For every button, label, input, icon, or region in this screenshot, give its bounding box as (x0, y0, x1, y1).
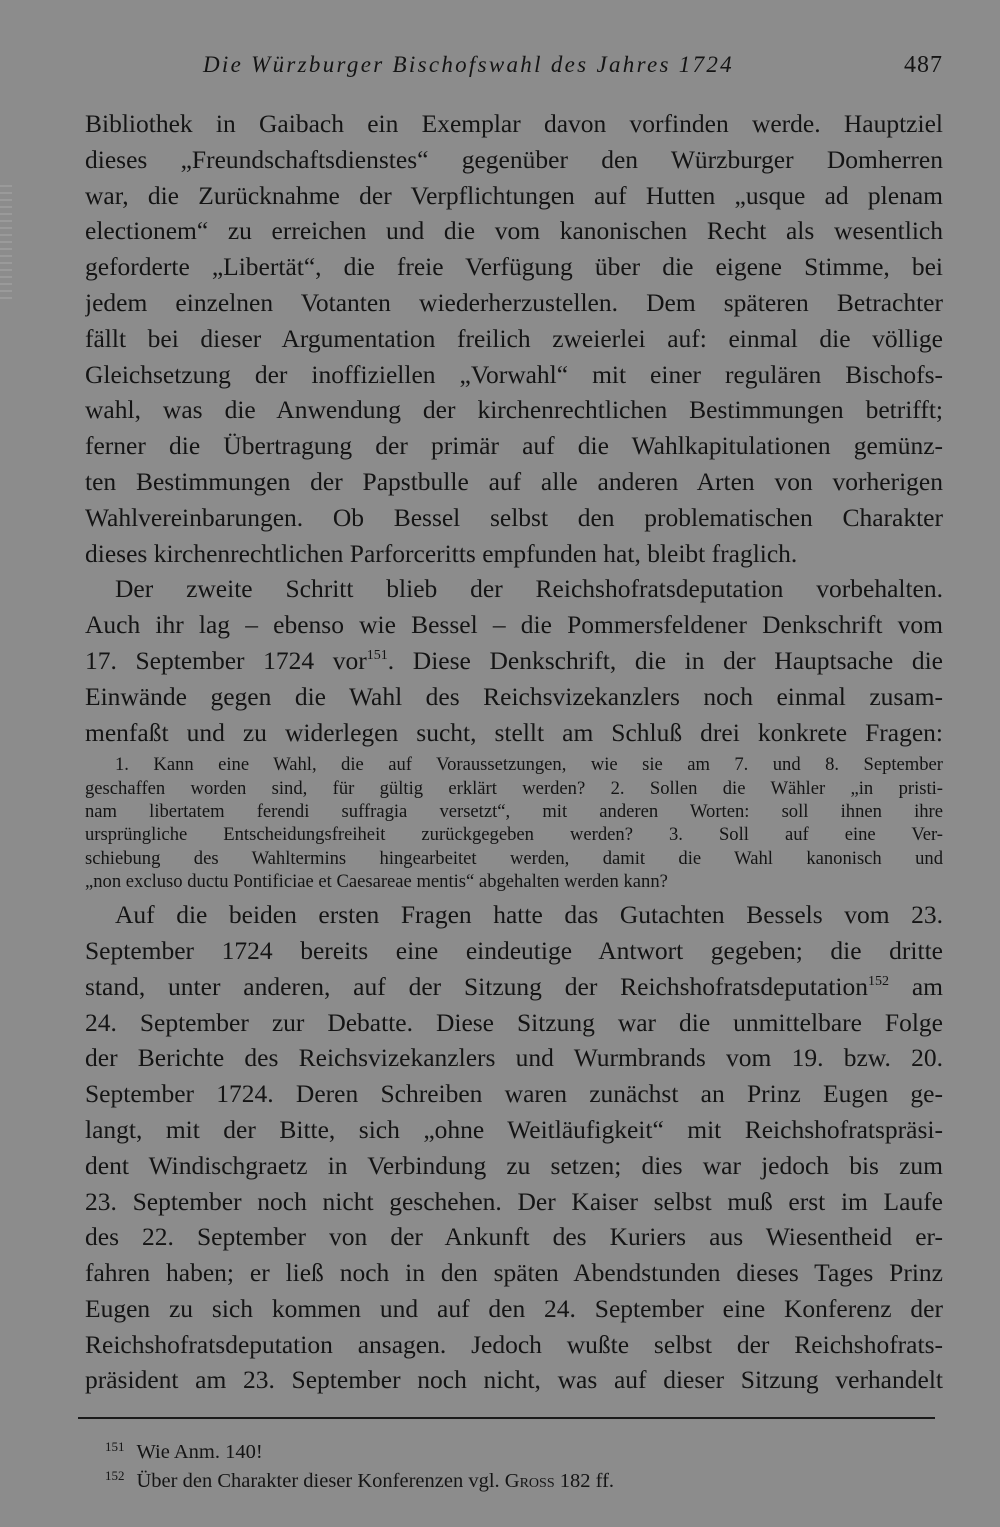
text-segment: am (889, 971, 943, 1001)
text-line: langt, mit der Bitte, sich „ohne Weitläufigkeit“ mit Reichshofratspräsi- (85, 1114, 943, 1144)
footnote-separator (78, 1417, 935, 1419)
text-segment: stand, unter anderen, auf der Sitzung der Reichshofratsdeputation (85, 971, 868, 1001)
text-line: wahl, was die Anwendung der kirchenrechtlichen Bestimmungen betrifft; (85, 395, 943, 425)
paragraph-3 (85, 897, 943, 1398)
text-line: dieses kirchenrechtlichen Parforceritts empfunden hat, bleibt fraglich. (85, 538, 798, 568)
questions-block (85, 753, 943, 893)
page-number: 487 (904, 52, 943, 78)
text-line: dieses „Freundschaftsdienstes“ gegenüber den Würzburger Domherren (85, 144, 943, 174)
text-line: dent Windischgraetz in Verbindung zu setzen; dies war jedoch bis zum (85, 1150, 943, 1180)
page-header (85, 52, 943, 88)
small-text-line: schiebung des Wahltermins hingearbeitet werden, damit die Wahl kanonisch und (85, 847, 943, 869)
paragraph-2 (85, 571, 943, 750)
text-line: September 1724. Deren Schreiben waren zunächst an Prinz Eugen ge- (85, 1079, 943, 1109)
footnote-152 (105, 1461, 935, 1490)
running-title: Die Würzburger Bischofswahl des Jahres 1724 (203, 52, 734, 77)
text-line (85, 643, 943, 679)
text-line (85, 969, 943, 1005)
footnote-ref-151[interactable]: 151 (366, 647, 388, 663)
text-line: Einwände gegen die Wahl des Reichsvizekanzlers noch einmal zusam- (85, 681, 943, 711)
footnote-number: 151 (105, 1439, 125, 1454)
text-line: jedem einzelnen Votanten wiederherzustellen. Dem späteren Betrachter (85, 287, 943, 317)
cited-author: Gross (504, 1470, 555, 1492)
small-text-line: 1. Kann eine Wahl, die auf Voraussetzungen, wie sie am 7. und 8. September (115, 754, 943, 776)
text-line: Der zweite Schritt blieb der Reichshofratsdeputation vorbehalten. (115, 574, 943, 604)
footnote-text: Wie Anm. 140! (136, 1441, 263, 1463)
text-line: Eugen zu sich kommen und auf den 24. September eine Konferenz der (85, 1293, 943, 1323)
text-line: Auch ihr lag – ebenso wie Bessel – die Pommersfeldener Denkschrift vom (85, 610, 943, 640)
footnote-number: 152 (105, 1468, 125, 1483)
text-line: September 1724 bereits eine eindeutige Antwort gegeben; die dritte (85, 935, 943, 965)
footnote-151 (105, 1432, 935, 1461)
small-text-line: ursprüngliche Entscheidungsfreiheit zurückgegeben werden? 3. Soll auf eine Ver- (85, 824, 943, 846)
text-segment: 17. September 1724 vor (85, 645, 367, 675)
footnote-text: 182 ff. (554, 1470, 615, 1492)
text-line: Reichshofratsdeputation ansagen. Jedoch wußte selbst der Reichshofrats- (85, 1329, 943, 1359)
text-line: Auf die beiden ersten Fragen hatte das Gutachten Bessels vom 23. (115, 900, 943, 930)
text-line: ferner die Übertragung der primär auf die Wahlkapitulationen gemünz- (85, 431, 943, 461)
small-text-line: nam libertatem ferendi suffragia versetzt“, mit anderen Worten: soll ihnen ihre (85, 800, 943, 822)
text-line: geforderte „Libertät“, die freie Verfügung über die eigene Stimme, bei (85, 252, 943, 282)
text-line: der Berichte des Reichsvizekanzlers und Wurmbrands vom 19. bzw. 20. (85, 1043, 943, 1073)
footnote-text: Über den Charakter dieser Konferenzen vgl. (136, 1470, 505, 1492)
text-line: electionem“ zu erreichen und die vom kanonischen Recht als wesentlich (85, 216, 943, 246)
text-line: 23. September noch nicht geschehen. Der Kaiser selbst muß erst im Laufe (85, 1186, 943, 1216)
text-line: fahren haben; er ließ noch in den späten Abendstunden dieses Tages Prinz (85, 1258, 943, 1288)
text-line: menfaßt und zu widerlegen sucht, stellt am Schluß drei konkrete Fragen: (85, 717, 943, 747)
footnotes (105, 1432, 935, 1490)
scan-edge-artifact (0, 180, 12, 300)
text-line: Gleichsetzung der inoffiziellen „Vorwahl“ mit einer regulären Bischofs- (85, 359, 943, 389)
text-line: 24. September zur Debatte. Diese Sitzung war die unmittelbare Folge (85, 1007, 943, 1037)
small-text-line: „non excluso ductu Pontificiae et Caesareae mentis“ abgehalten werden kann? (85, 870, 668, 892)
text-line: Bibliothek in Gaibach ein Exemplar davon vorfinden werde. Hauptziel (85, 109, 943, 138)
text-line: präsident am 23. September noch nicht, was auf dieser Sitzung verhandelt (85, 1365, 943, 1395)
text-line: ten Bestimmungen der Papstbulle auf alle anderen Arten von vorherigen (85, 466, 943, 496)
text-segment: . Diese Denkschrift, die in der Hauptsache die (387, 645, 943, 675)
text-line: war, die Zurücknahme der Verpflichtungen auf Hutten „usque ad plenam (85, 180, 943, 210)
text-line: fällt bei dieser Argumentation freilich zweierlei auf: einmal die völlige (85, 323, 943, 353)
small-text-line: geschaffen worden sind, für gültig erklärt werden? 2. Sollen die Wähler „in pristi- (85, 777, 943, 799)
text-line: des 22. September von der Ankunft des Kuriers aus Wiesentheid er- (85, 1222, 943, 1252)
footnote-ref-152[interactable]: 152 (868, 973, 889, 989)
body-text (85, 106, 943, 1398)
text-line: Wahlvereinbarungen. Ob Bessel selbst den problematischen Charakter (85, 502, 943, 532)
paragraph-1 (85, 106, 943, 571)
